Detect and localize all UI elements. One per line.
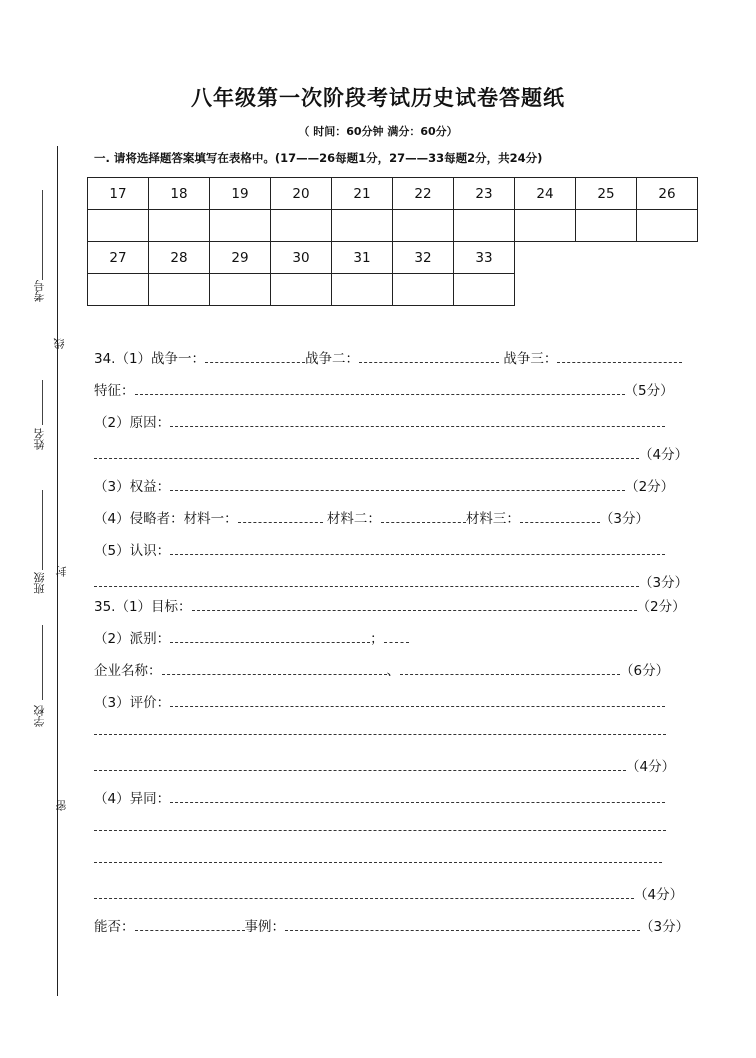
answer-blank[interactable] — [205, 351, 305, 363]
answer-cell[interactable] — [576, 210, 637, 242]
q35-3: （3）评价： — [94, 691, 665, 711]
answer-cell[interactable] — [515, 210, 576, 242]
question-number-cell: 27 — [88, 242, 149, 274]
question-number-cell: 32 — [393, 242, 454, 274]
q34-5: （5）认识： — [94, 539, 665, 559]
label-feng: 封 — [55, 566, 68, 577]
answer-blank[interactable] — [94, 819, 666, 831]
answer-blank[interactable] — [170, 543, 665, 555]
label-xuexiao: 学校 — [33, 705, 46, 727]
answer-blank[interactable] — [162, 663, 387, 675]
question-number-cell: 30 — [271, 242, 332, 274]
label-banji: 班级 — [33, 572, 46, 594]
q35-3b — [94, 723, 666, 739]
field-line-xingming — [42, 380, 43, 425]
label-kaohao: 考号 — [33, 280, 46, 302]
answer-cell[interactable] — [332, 210, 393, 242]
answer-blank[interactable] — [170, 695, 665, 707]
answer-blank[interactable] — [238, 511, 323, 523]
answer-blank[interactable] — [170, 479, 625, 491]
answer-blank[interactable] — [94, 575, 639, 587]
label-xingming: 姓名 — [33, 428, 46, 450]
answer-cell[interactable] — [149, 210, 210, 242]
answer-blank[interactable] — [94, 447, 639, 459]
q34-tezheng: 特征： （5分） — [94, 383, 674, 399]
q35-4: （4）异同： — [94, 787, 665, 807]
answer-cell[interactable] — [88, 274, 149, 306]
answer-blank[interactable] — [170, 415, 665, 427]
q34-line1: 34.（1）战争一： 战争二： 战争三： — [94, 347, 682, 367]
question-number-cell: 31 — [332, 242, 393, 274]
answer-blank[interactable] — [135, 919, 245, 931]
question-number-cell: 17 — [88, 178, 149, 210]
question-number-cell: 29 — [210, 242, 271, 274]
q34-2b: （4分） — [94, 443, 688, 463]
label-mi: 密 — [55, 800, 68, 811]
answer-cell[interactable] — [332, 274, 393, 306]
question-number-cell: 19 — [210, 178, 271, 210]
field-line-banji — [42, 490, 43, 570]
answer-cell[interactable] — [88, 210, 149, 242]
question-number-cell: 18 — [149, 178, 210, 210]
answer-cell[interactable] — [210, 210, 271, 242]
answer-blank[interactable] — [94, 851, 662, 863]
choice-instruction: 一. 请将选择题答案填写在表格中。(17——26每题1分，27——33每题2分，共24分) — [94, 151, 543, 165]
answer-cell[interactable] — [637, 210, 698, 242]
answer-cell[interactable] — [393, 210, 454, 242]
question-number-cell: 23 — [454, 178, 515, 210]
answer-blank[interactable] — [94, 759, 626, 771]
answer-table-1 — [87, 177, 698, 242]
answer-table-2 — [87, 241, 515, 306]
answer-cell[interactable] — [271, 274, 332, 306]
q35-1: 35.（1）目标： （2分） — [94, 599, 686, 615]
answer-cell[interactable] — [454, 210, 515, 242]
field-line-kaohao — [42, 190, 43, 280]
q35-4c — [94, 851, 662, 867]
exam-info: （ 时间：60分钟 满分：60分） — [298, 125, 458, 138]
answer-cell[interactable] — [210, 274, 271, 306]
label-xian: 线 — [53, 338, 66, 349]
q35-3c: （4分） — [94, 755, 675, 775]
answer-blank[interactable] — [170, 631, 370, 643]
question-number-cell: 33 — [454, 242, 515, 274]
answer-blank[interactable] — [285, 919, 640, 931]
answer-blank[interactable] — [557, 351, 682, 363]
question-number-cell: 24 — [515, 178, 576, 210]
answer-blank[interactable] — [384, 631, 409, 643]
answer-blank[interactable] — [192, 599, 637, 611]
q34-2: （2）原因： — [94, 411, 665, 431]
question-number-cell: 22 — [393, 178, 454, 210]
answer-cell[interactable] — [454, 274, 515, 306]
answer-blank[interactable] — [359, 351, 499, 363]
question-number-cell: 21 — [332, 178, 393, 210]
answer-blank[interactable] — [381, 511, 466, 523]
answer-blank[interactable] — [520, 511, 600, 523]
answer-cell[interactable] — [271, 210, 332, 242]
question-number-cell: 26 — [637, 178, 698, 210]
q35-4d: （4分） — [94, 883, 683, 903]
page-title: 八年级第一次阶段考试历史试卷答题纸 — [191, 85, 565, 110]
answer-blank[interactable] — [135, 383, 625, 395]
q34-5b: （3分） — [94, 571, 688, 591]
question-number-cell: 25 — [576, 178, 637, 210]
answer-blank[interactable] — [170, 791, 665, 803]
answer-cell[interactable] — [149, 274, 210, 306]
answer-blank[interactable] — [94, 887, 634, 899]
q34-4: （4）侵略者：材料一： 材料二： 材料三： （3分） — [94, 511, 649, 527]
question-number-cell: 28 — [149, 242, 210, 274]
answer-blank[interactable] — [94, 723, 666, 735]
answer-blank[interactable] — [400, 663, 620, 675]
answer-cell[interactable] — [393, 274, 454, 306]
q35-2: （2）派别： ； — [94, 627, 409, 647]
q35-nengfou: 能否： 事例： （3分） — [94, 919, 690, 935]
q35-qiye: 企业名称： 、 （6分） — [94, 663, 670, 679]
question-number-cell: 20 — [271, 178, 332, 210]
q34-3: （3）权益： （2分） — [94, 479, 675, 495]
q35-4b — [94, 819, 666, 835]
field-line-xuexiao — [42, 625, 43, 700]
